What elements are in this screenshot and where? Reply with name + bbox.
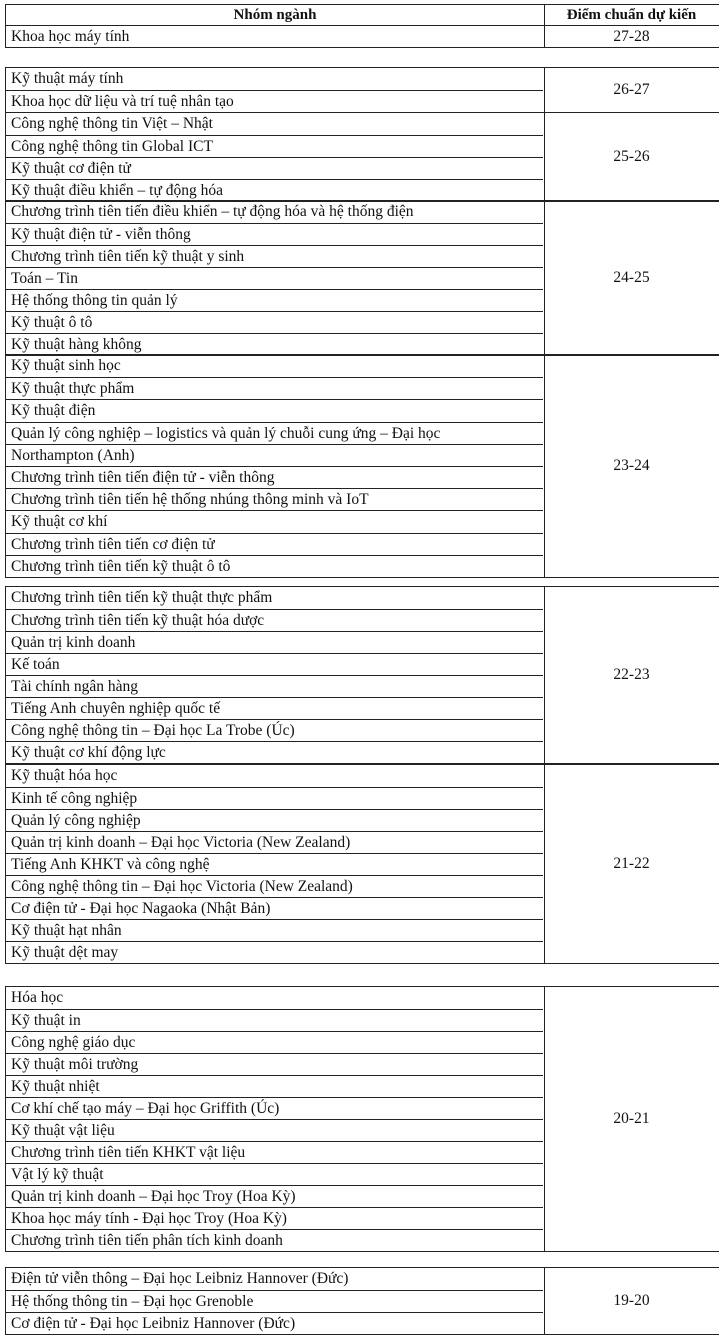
major-row: Chương trình tiên tiến kỹ thuật y sinh	[5, 245, 543, 267]
major-row: Chương trình tiên tiến cơ điện tử	[5, 533, 543, 555]
major-row: Khoa học dữ liệu và trí tuệ nhân tạo	[5, 90, 543, 112]
major-row: Kỹ thuật điện	[5, 399, 543, 421]
score-group	[5, 586, 719, 764]
major-row: Kinh tế công nghiệp	[5, 787, 543, 809]
score-group	[5, 354, 719, 578]
score-cell: 26-27	[613, 81, 650, 98]
major-row: Chương trình tiên tiến hệ thống nhúng thông minh và IoT	[5, 488, 543, 510]
score-cell: 19-20	[613, 1292, 650, 1309]
major-row: Chương trình tiên tiến phân tích kinh doanh	[5, 1229, 543, 1251]
major-row: Quản trị kinh doanh	[5, 631, 543, 653]
score-cell: 25-26	[613, 148, 650, 165]
score-group	[5, 986, 719, 1252]
major-row: Kỹ thuật sinh học	[11, 357, 121, 374]
major-row: Cơ điện tử - Đại học Leibniz Hannover (Đức)	[5, 1312, 543, 1334]
major-row: Kỹ thuật hóa học	[11, 767, 118, 784]
major-row: Hệ thống thông tin – Đại học Grenoble	[5, 1290, 543, 1312]
major-row: Công nghệ giáo dục	[5, 1031, 543, 1053]
header-major-group: Nhóm ngành	[5, 5, 545, 25]
major-row: Chương trình tiên tiến KHKT vật liệu	[5, 1141, 543, 1163]
score-group	[5, 200, 719, 356]
major-row: Kỹ thuật điều khiển – tự động hóa	[5, 179, 543, 201]
header-expected-score: Điểm chuẩn dự kiến	[566, 7, 697, 23]
major-row: Toán – Tin	[5, 267, 543, 289]
table-header	[5, 4, 719, 26]
score-group	[5, 1267, 719, 1335]
major-row: Kỹ thuật cơ điện tử	[5, 157, 543, 179]
major-row: Công nghệ thông tin Việt – Nhật	[11, 115, 213, 132]
major-row: Kỹ thuật thực phẩm	[5, 377, 543, 399]
score-group	[5, 112, 719, 202]
major-row: Kỹ thuật nhiệt	[5, 1075, 543, 1097]
major-row: Northampton (Anh)	[5, 444, 543, 466]
score-cell: 20-21	[613, 1110, 650, 1127]
major-row: Kỹ thuật hạt nhân	[5, 919, 543, 941]
score-cell: 24-25	[613, 269, 650, 286]
major-row: Kế toán	[5, 653, 543, 675]
major-row: Kỹ thuật điện tử - viễn thông	[5, 223, 543, 245]
score-cell: 21-22	[613, 855, 650, 872]
major-row: Tiếng Anh KHKT và công nghệ	[5, 853, 543, 875]
score-cell: 22-23	[613, 666, 650, 683]
major-row: Cơ điện tử - Đại học Nagaoka (Nhật Bản)	[5, 897, 543, 919]
major-row: Quản lý công nghiệp	[5, 809, 543, 831]
major-row: Công nghệ thông tin – Đại học La Trobe (Úc)	[5, 719, 543, 741]
major-row: Kỹ thuật môi trường	[5, 1053, 543, 1075]
major-row: Công nghệ thông tin – Đại học Victoria (New Zealand)	[5, 875, 543, 897]
score-cell: 23-24	[613, 457, 650, 474]
major-row: Kỹ thuật vật liệu	[5, 1119, 543, 1141]
major-row: Kỹ thuật cơ khí động lực	[5, 741, 543, 763]
major-row: Kỹ thuật hàng không	[5, 333, 543, 355]
major-row: Kỹ thuật cơ khí	[5, 510, 543, 532]
major-row: Khoa học máy tính - Đại học Troy (Hoa Kỳ)	[5, 1207, 543, 1229]
major-row: Chương trình tiên tiến kỹ thuật thực phẩm	[11, 589, 273, 606]
major-row: Quản trị kinh doanh – Đại học Troy (Hoa Kỳ)	[5, 1185, 543, 1207]
score-cell: 27-28	[613, 27, 650, 45]
major-row: Hóa học	[11, 989, 64, 1006]
major-row: Công nghệ thông tin Global ICT	[5, 135, 543, 157]
major-row: Hệ thống thông tin quản lý	[5, 289, 543, 311]
major-row: Cơ khí chế tạo máy – Đại học Griffith (Úc)	[5, 1097, 543, 1119]
major-row: Kỹ thuật in	[5, 1009, 543, 1031]
major-row: Điện tử viễn thông – Đại học Leibniz Hannover (Đức)	[11, 1270, 349, 1287]
major-row: Kỹ thuật dệt may	[5, 941, 543, 963]
major-row: Chương trình tiên tiến kỹ thuật hóa dược	[5, 609, 543, 631]
major-row: Chương trình tiên tiến kỹ thuật ô tô	[5, 555, 543, 577]
score-group	[5, 764, 719, 964]
major-row: Tài chính ngân hàng	[5, 675, 543, 697]
score-group	[5, 25, 719, 48]
major-row: Khoa học máy tính	[11, 28, 130, 45]
score-group	[5, 67, 719, 113]
major-row: Chương trình tiên tiến điện tử - viễn thông	[5, 466, 543, 488]
major-row: Quản lý công nghiệp – logistics và quản lý chuỗi cung ứng – Đại học	[5, 422, 543, 444]
major-row: Quản trị kinh doanh – Đại học Victoria (New Zealand)	[5, 831, 543, 853]
major-row: Chương trình tiên tiến điều khiển – tự động hóa và hệ thống điện	[11, 203, 414, 220]
major-row: Tiếng Anh chuyên nghiệp quốc tế	[5, 697, 543, 719]
major-row: Kỹ thuật máy tính	[11, 70, 124, 87]
major-row: Kỹ thuật ô tô	[5, 311, 543, 333]
major-row: Vật lý kỹ thuật	[5, 1163, 543, 1185]
